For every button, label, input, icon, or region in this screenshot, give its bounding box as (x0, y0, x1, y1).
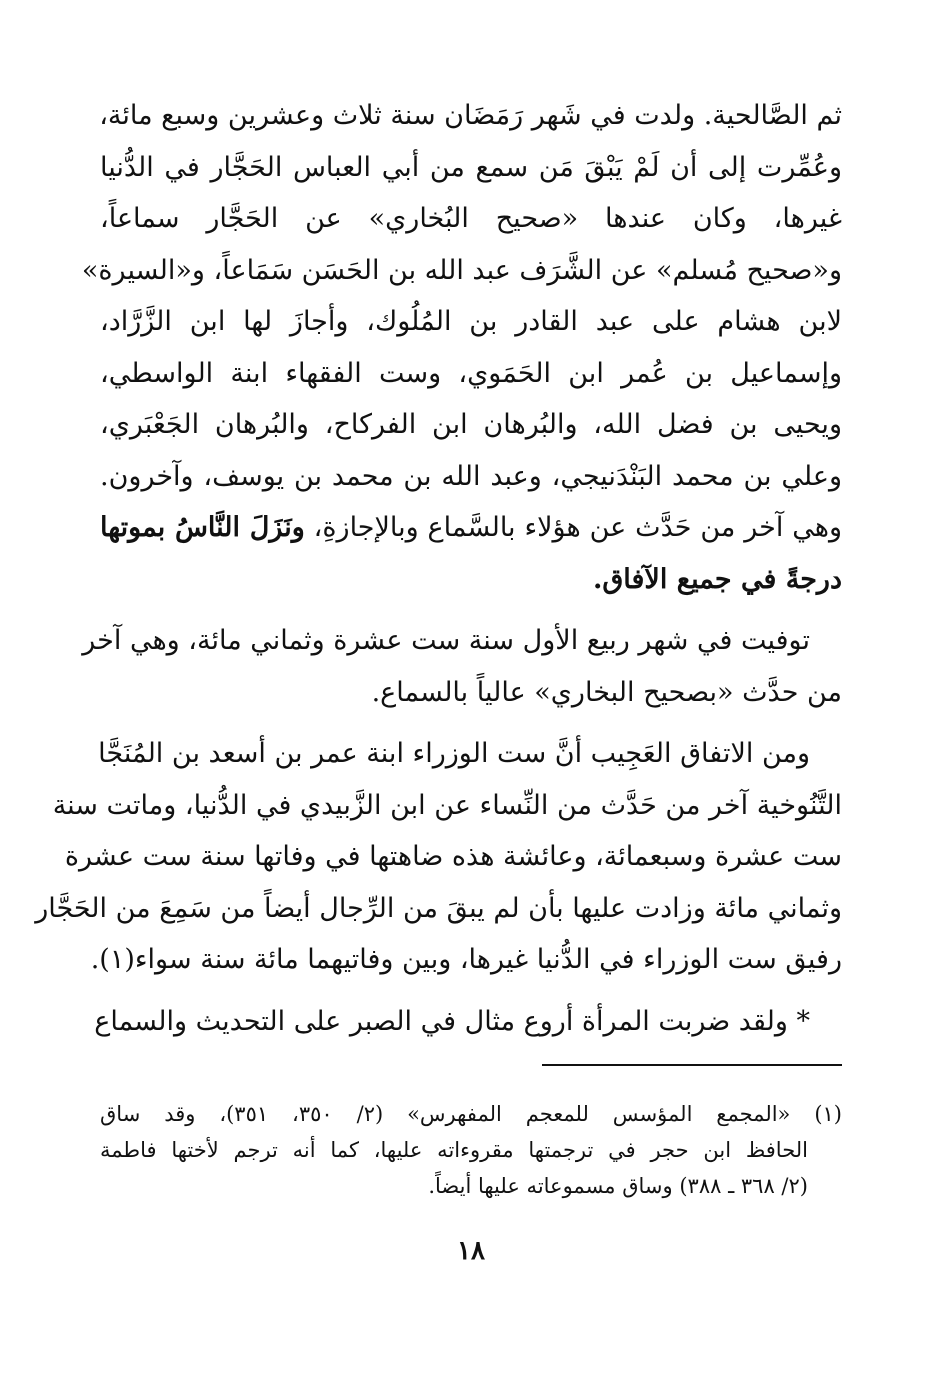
text-line: توفيت في شهر ربيع الأول سنة ست عشرة وثماني مائة، وهي آخر (82, 625, 810, 656)
paragraph-2 (82, 621, 842, 724)
footnote-separator (542, 1064, 842, 1066)
paragraph-3 (35, 734, 842, 992)
page-number: ١٨ (457, 1236, 485, 1266)
text-line (100, 508, 842, 560)
text-line: وعلي بن محمد البَنْدَنيجي، وعبد الله بن محمد بن يوسف، وآخرون. (100, 460, 842, 492)
text-line: ست عشرة وسبعمائة، وعائشة هذه ضاهتها في وفاتها سنة ست عشرة (64, 841, 842, 872)
text-normal: وهي آخر من حَدَّث عن هؤلاء بالسَّماع وبالإجازةِ، (304, 512, 842, 543)
text-line: ويحيى بن فضل الله، والبُرهان ابن الفركاح، والبُرهان الجَعْبَري، (100, 409, 842, 440)
text-line: وإسماعيل بن عُمر ابن الحَمَوي، وست الفقهاء ابنة الواسطي، (100, 357, 842, 389)
text-line: غيرها، وكان عندها «صحيح البُخاري» عن الحَجَّار سماعاً، (100, 203, 842, 234)
footnote-line: (٢/ ٣٦٨ ـ ٣٨٨) وساق مسموعاته عليها أيضاً. (428, 1174, 808, 1198)
paragraph-gap (100, 724, 842, 734)
text-line: لابن هشام على عبد القادر بن المُلُوك، وأجازَ لها ابن الزَّرَّاد، (100, 306, 842, 337)
text-line: و«صحيح مُسلم» عن الشَّرَف عبد الله بن الحَسَن سَمَاعاً، و«السيرة» (81, 254, 842, 286)
text-line: ومن الاتفاق العَجِيب أنَّ ست الوزراء ابنة عمر بن أسعد بن المُنَجَّا (98, 738, 810, 769)
text-line-bold: درجةً في جميع الآفاق. (592, 563, 842, 595)
text-line: وعُمِّرت إلى أن لَمْ يَبْقَ مَن سمع من أبي العباس الحَجَّار في الدُّنيا (100, 151, 842, 183)
paragraph-1 (81, 96, 842, 611)
footnotes (100, 1099, 842, 1207)
text-line: * ولقد ضربت المرأة أروع مثال في الصبر على التحديث والسماع (94, 1005, 810, 1037)
paragraph-4 (94, 1002, 842, 1054)
text-line: وثماني مائة وزادت عليها بأن لم يبقَ من الرِّجال أيضاً من سَمِعَ من الحَجَّار (35, 892, 842, 924)
text-line: التَّنُوخية آخر من حَدَّث من النِّساء عن ابن الزَّبيدي في الدُّنيا، وماتت سنة (52, 789, 842, 821)
footnote-line: الحافظ ابن حجر في ترجمتها مقروءاته عليها، كما أنه ترجم لأختها فاطمة (100, 1138, 808, 1162)
text-line: رفيق ست الوزراء في الدُّنيا غيرها، وبين وفاتيهما مائة سنة سواء(١). (90, 944, 842, 975)
text-line: من حدَّث «بصحيح البخاري» عالياً بالسماع. (371, 676, 842, 708)
paragraph-gap (100, 611, 842, 621)
paragraph-gap (100, 992, 842, 1002)
text-bold: ونَزَلَ النَّاسُ بموتها (100, 512, 305, 543)
book-page (35, 96, 842, 1356)
footnote-line: (١) «المجمع المؤسس للمعجم المفهرس» (٢/ ٣٥٠، ٣٥١)، وقد ساق (100, 1102, 842, 1126)
text-line: ثم الصَّالحية. ولدت في شَهر رَمَضَان سنة ثلاث وعشرين وسبع مائة، (99, 100, 842, 131)
